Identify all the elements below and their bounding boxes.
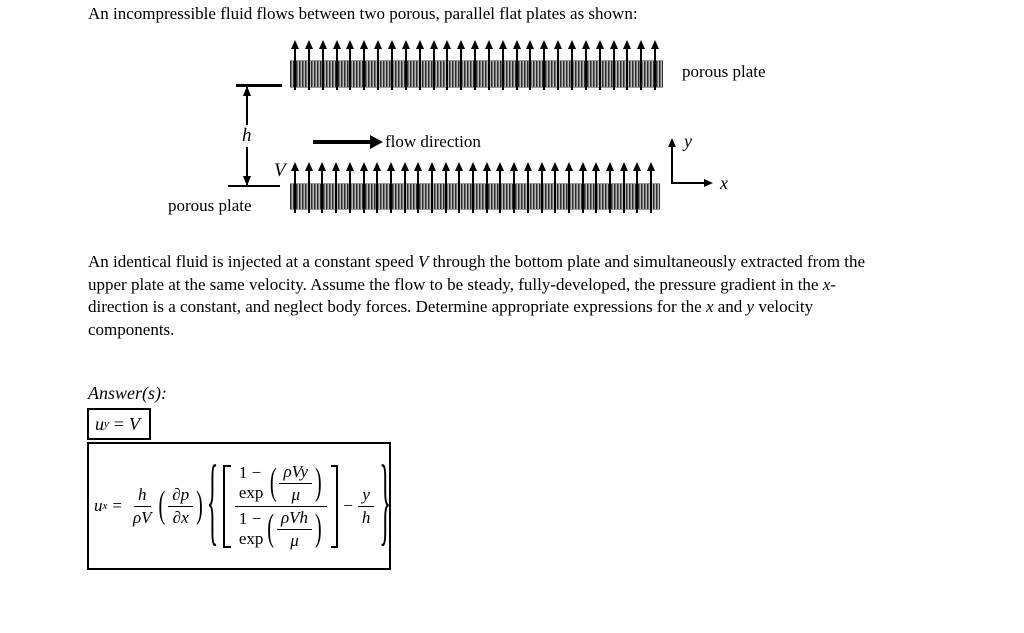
flow-direction-arrow: [313, 140, 370, 144]
up-arrow-icon: [336, 41, 338, 90]
up-arrow-icon: [557, 41, 559, 90]
up-arrow-icon: [516, 41, 518, 90]
paragraph-line: upper plate at the same velocity. Assume the flow to be steady, fully-developed, the pressure gradient in the x-: [88, 274, 836, 294]
exp-ratio-fraction: 1 − exp ( ρVy μ ) 1 − exp ( ρVh μ ): [235, 462, 327, 551]
up-arrow-icon: [488, 41, 490, 90]
open-brace: {: [206, 450, 219, 558]
ux-variable: u: [94, 496, 103, 515]
bottom-plate-injection-arrows: [294, 163, 652, 213]
close-bracket: [331, 465, 339, 548]
flow-direction-label: flow direction: [385, 132, 481, 151]
answer-uy-box: [87, 408, 151, 440]
ux-subscript: x: [102, 500, 108, 512]
up-arrow-icon: [458, 163, 460, 213]
close-brace: }: [379, 450, 391, 558]
up-arrow-icon: [626, 41, 628, 90]
up-arrow-icon: [349, 163, 351, 213]
up-arrow-icon: [294, 41, 296, 90]
gap-dimension-label: h: [237, 125, 257, 147]
y-over-h-fraction: $\frac{y}{h}$: [358, 485, 375, 528]
coefficient-fraction: $\frac{h}{\rho V}$: [132, 484, 152, 527]
up-arrow-icon: [595, 163, 597, 213]
up-arrow-icon: [568, 163, 570, 213]
flow-direction-arrowhead-icon: [370, 135, 383, 149]
injection-speed-label: V: [274, 160, 286, 181]
up-arrow-icon: [445, 163, 447, 213]
up-arrow-icon: [640, 41, 642, 90]
up-arrow-icon: [363, 41, 365, 90]
up-arrow-icon: [446, 41, 448, 90]
up-arrow-icon: [431, 163, 433, 213]
up-arrow-icon: [582, 163, 584, 213]
ratio-num-prefix: 1 − exp: [238, 463, 264, 502]
bottom-plate-label: porous plate: [168, 196, 252, 215]
uy-equals: =: [113, 413, 125, 434]
up-arrow-icon: [335, 163, 337, 213]
open-paren: (: [158, 484, 166, 526]
up-arrow-icon: [321, 163, 323, 213]
up-arrow-icon: [650, 163, 652, 213]
up-arrow-icon: [322, 41, 324, 90]
uy-subscript: y: [104, 418, 109, 430]
up-arrow-icon: [554, 163, 556, 213]
up-arrow-icon: [513, 163, 515, 213]
problem-description: [88, 251, 865, 341]
up-arrow-icon: [391, 41, 393, 90]
top-plate-injection-arrows: [294, 41, 656, 90]
up-arrow-icon: [460, 41, 462, 90]
up-arrow-icon: [502, 41, 504, 90]
answers-heading: Answer(s):: [88, 383, 167, 403]
up-arrow-icon: [543, 41, 545, 90]
up-arrow-icon: [585, 41, 587, 90]
up-arrow-icon: [308, 163, 310, 213]
up-arrow-icon: [529, 41, 531, 90]
up-arrow-icon: [499, 163, 501, 213]
up-arrow-icon: [609, 163, 611, 213]
paragraph-line: components.: [88, 319, 175, 339]
y-axis-arrow: [671, 146, 673, 184]
up-arrow-icon: [654, 41, 656, 90]
up-arrow-icon: [404, 163, 406, 213]
uy-value: V: [129, 413, 141, 434]
up-arrow-icon: [541, 163, 543, 213]
up-arrow-icon: [294, 163, 296, 213]
ratio-den-prefix: 1 − exp: [238, 509, 264, 548]
paragraph-line: An identical fluid is injected at a constant speed V through the bottom plate and simultaneously extracted from the: [88, 252, 866, 271]
up-arrow-icon: [419, 41, 421, 90]
up-arrow-icon: [599, 41, 601, 90]
ux-formula: [89, 450, 394, 558]
up-arrow-icon: [363, 163, 365, 213]
close-paren: ): [196, 484, 203, 526]
ux-equals: =: [112, 496, 122, 515]
up-arrow-icon: [377, 41, 379, 90]
y-axis-label: y: [684, 131, 692, 151]
pressure-gradient-fraction: ∂p ∂x: [168, 485, 193, 528]
paragraph-line: direction is a constant, and neglect body forces. Determine appropriate expressions for the x and y velocity: [88, 297, 814, 316]
x-axis-label: x: [720, 173, 728, 193]
up-arrow-icon: [472, 163, 474, 213]
top-plate-label: porous plate: [682, 62, 766, 81]
up-arrow-icon: [405, 41, 407, 90]
answer-ux-box: [87, 442, 391, 570]
problem-statement-title: An incompressible fluid flows between two porous, parallel flat plates as shown:: [88, 4, 638, 23]
up-arrow-icon: [636, 163, 638, 213]
up-arrow-icon: [308, 41, 310, 90]
up-arrow-icon: [433, 41, 435, 90]
up-arrow-icon: [571, 41, 573, 90]
up-arrow-icon: [486, 163, 488, 213]
up-arrow-icon: [527, 163, 529, 213]
x-axis-arrow: [672, 182, 705, 184]
minus-sign: −: [343, 496, 353, 515]
up-arrow-icon: [623, 163, 625, 213]
dimension-tick-bottom: [228, 185, 280, 187]
up-arrow-icon: [474, 41, 476, 90]
open-bracket: [223, 465, 231, 548]
up-arrow-icon: [613, 41, 615, 90]
uy-variable: u: [95, 413, 104, 434]
up-arrow-icon: [417, 163, 419, 213]
up-arrow-icon: [376, 163, 378, 213]
up-arrow-icon: [349, 41, 351, 90]
up-arrow-icon: [390, 163, 392, 213]
